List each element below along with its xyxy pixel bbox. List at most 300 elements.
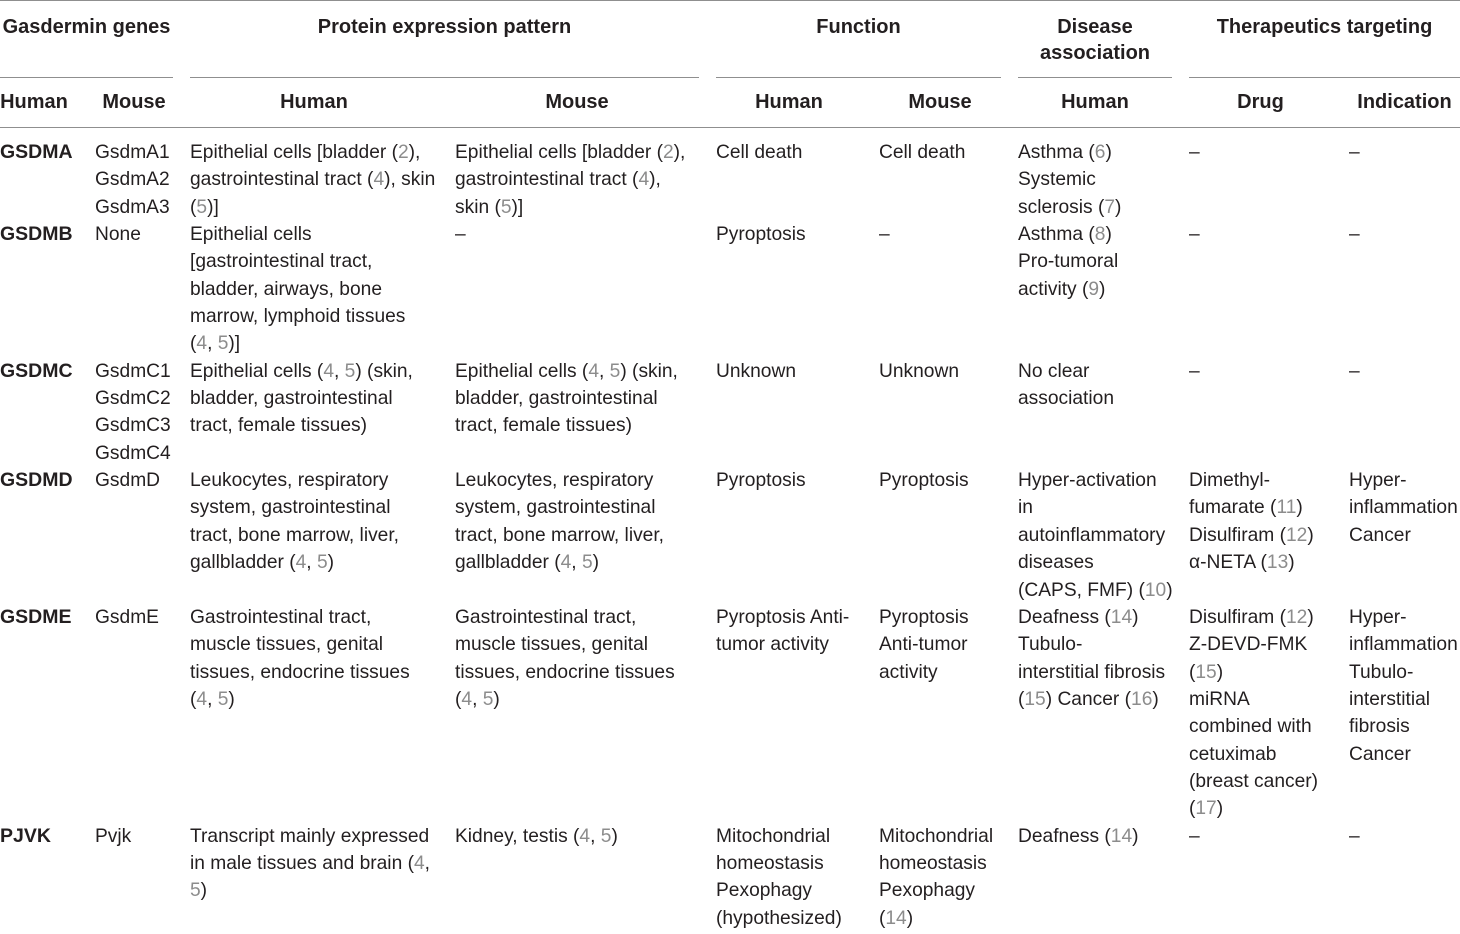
cell-text: fumarate ( [1189,497,1277,519]
cell-text: , [598,360,610,382]
cell-text: , [207,333,218,355]
cell-line [190,276,438,303]
reference-link[interactable]: 5 [344,360,356,382]
reference-link[interactable]: 9 [1088,278,1100,300]
cell-disease-human [1018,467,1189,604]
cell-function-human [716,358,879,467]
cell-text: system, gastrointestinal [190,497,391,519]
cell-line [1018,549,1172,576]
cell-line [1189,358,1332,385]
cell-text: ) [327,552,335,574]
cell-text: ) [1216,661,1224,683]
cell-protein-human [190,221,455,358]
group-header-row [0,0,1460,78]
cell-text: PJVK [0,824,51,847]
cell-text: Cancer [1349,524,1411,546]
cell-text: in male tissues and brain ( [190,852,414,874]
reference-link[interactable]: 16 [1131,688,1153,710]
reference-link[interactable]: 6 [1094,142,1106,163]
cell-line [1349,686,1460,713]
cell-text: Pyroptosis [716,470,806,492]
cell-line [1189,221,1332,248]
reference-link[interactable]: 10 [1144,579,1167,601]
reference-link[interactable]: 4 [588,360,599,382]
reference-link[interactable]: 7 [1104,196,1116,218]
cell-line [95,440,173,467]
reference-link[interactable]: 15 [1195,661,1217,683]
cell-text: ( [1189,661,1196,683]
reference-link[interactable]: 4 [638,169,650,191]
cell-line [1018,577,1172,604]
cell-disease-human [1018,221,1189,358]
cell-text: tissues, endocrine tissues [455,661,675,683]
cell-indication [1349,358,1460,467]
cell-line [1018,522,1172,549]
cell-line [1189,467,1332,494]
cell-line [190,686,438,713]
reference-link[interactable]: 14 [885,907,907,929]
cell-line [1349,631,1460,658]
reference-link[interactable]: 2 [397,142,409,163]
cell-text: Asthma ( [1018,224,1095,246]
reference-link[interactable]: 14 [1110,606,1133,628]
reference-link[interactable]: 4 [196,688,208,710]
cell-text: Gastrointestinal tract, [190,606,372,628]
cell-line [1349,659,1460,686]
cell-text: tumor activity [716,634,830,656]
cell-disease-human [1018,604,1189,823]
sub-header-function-mouse: Mouse [908,91,972,113]
cell-text: ), skin [384,169,436,191]
cell-line [455,194,699,221]
cell-text: GSDMB [0,223,73,246]
group-header-function: Function [716,1,1001,78]
cell-line [0,139,78,166]
reference-link[interactable]: 13 [1266,552,1289,574]
cell-text: Epithelial cells [bladder ( [190,142,398,163]
cell-text: Asthma ( [1018,142,1095,163]
cell-protein-human [190,823,455,932]
cell-text: Tubulo- [1349,661,1414,683]
cell-line [455,358,699,385]
cell-text: , [571,552,582,574]
reference-link[interactable]: 4 [295,552,307,574]
cell-line [190,358,438,385]
sub-header-gene-mouse: Mouse [102,91,166,113]
cell-line [0,467,78,494]
cell-line [879,877,1001,904]
cell-line [190,494,438,521]
cell-gene-human [0,823,95,932]
cell-text: Tubulo- [1018,634,1083,656]
cell-text: GsdmC4 [95,442,171,464]
cell-text: diseases [1018,552,1094,574]
cell-drug [1189,604,1349,823]
cell-text: [gastrointestinal tract, [190,251,373,273]
cell-text: Transcript mainly expressed [190,825,430,847]
cell-text: gallbladder ( [455,552,561,574]
cell-text: Cell death [716,142,803,163]
table-row [0,139,1460,221]
cell-text: – [455,224,466,246]
reference-link[interactable]: 2 [662,142,674,163]
cell-text: (hypothesized) [716,907,842,929]
cell-text: , [590,825,601,847]
cell-line [190,385,438,412]
reference-link[interactable]: 4 [373,169,385,191]
cell-text: inflammation [1349,497,1458,519]
cell-line [455,522,699,549]
cell-text: homeostasis [716,852,824,874]
cell-text: ) [1105,224,1112,246]
cell-text: ) [1132,825,1139,847]
cell-line [95,385,173,412]
reference-link[interactable]: 5 [482,688,494,710]
cell-text: ) [1105,142,1112,163]
cell-line [455,604,699,631]
cell-text: , [207,688,218,710]
sub-header-disease-human: Human [1061,91,1129,113]
cell-text: – [1349,224,1360,246]
cell-text: None [95,224,141,246]
cell-function-mouse [879,221,1018,358]
cell-line [716,850,862,877]
cell-line [0,604,78,631]
cell-text: ) [493,688,500,710]
cell-text: activity ( [1018,278,1089,300]
cell-line [455,385,699,412]
cell-text: cetuximab [1189,743,1277,765]
cell-text: GsdmD [95,470,161,492]
cell-line [1349,522,1460,549]
cell-function-human [716,604,879,823]
cell-protein-mouse [455,604,716,823]
cell-drug [1189,139,1349,221]
cell-text: GsdmA2 [95,169,170,191]
reference-link[interactable]: 8 [1094,224,1106,246]
table-row [0,604,1460,823]
cell-text: autoinflammatory [1018,524,1166,546]
cell-text: tract, bone marrow, liver, [455,524,665,546]
cell-line [455,139,699,166]
cell-line [1349,494,1460,521]
cell-line [95,467,173,494]
sub-header-protein-mouse: Mouse [545,91,609,113]
cell-text: GSDMC [0,359,73,382]
cell-line [455,659,699,686]
cell-text: activity [879,661,938,683]
cell-text: bladder, gastrointestinal [190,388,393,410]
table-row [0,823,1460,932]
cell-text: GSDMD [0,469,73,492]
cell-text: Epithelial cells ( [455,360,589,382]
cell-line [0,221,78,248]
reference-link[interactable]: 5 [500,196,512,218]
reference-link[interactable]: 12 [1286,606,1308,628]
cell-line [879,850,1001,877]
cell-line [1189,522,1332,549]
cell-line [0,823,78,850]
cell-text: gallbladder ( [190,552,296,574]
cell-text: Disulfiram ( [1189,606,1287,628]
sub-header-protein-human: Human [280,91,348,113]
cell-line [1189,823,1332,850]
reference-link[interactable]: 4 [461,688,473,710]
cell-line [1018,166,1172,193]
reference-link[interactable]: 5 [190,880,201,902]
reference-link[interactable]: 15 [1024,688,1046,710]
cell-text: Hyper- [1349,606,1407,628]
cell-line [1349,358,1460,385]
cell-text: skin ( [455,196,501,218]
reference-link[interactable]: 11 [1276,497,1297,519]
cell-text: , [333,360,345,382]
cell-text: tract, female tissues) [455,415,633,437]
cell-text: tract, bone marrow, liver, [190,524,400,546]
cell-line [455,166,699,193]
cell-text: muscle tissues, genital [190,634,384,656]
cell-text: ), [408,142,421,163]
reference-link[interactable]: 5 [196,196,208,218]
cell-text: tract, female tissues) [190,415,368,437]
cell-text: – [1189,825,1200,847]
cell-text: Pyroptosis Anti- [716,606,850,628]
cell-indication [1349,604,1460,823]
cell-line [1189,139,1332,166]
cell-line [879,659,1001,686]
cell-text: ) [1099,278,1106,300]
cell-line [455,412,699,439]
cell-disease-human [1018,358,1189,467]
cell-text: Pexophagy [716,880,813,902]
cell-function-human [716,467,879,604]
cell-text: bladder, airways, bone [190,278,382,300]
cell-text: Z-DEVD-FMK [1189,634,1308,656]
cell-text: No clear [1018,360,1090,382]
cell-text: (breast cancer) [1189,770,1319,792]
cell-line [95,221,173,248]
cell-line [95,604,173,631]
cell-text: tissues, endocrine tissues [190,661,410,683]
cell-text: Deafness ( [1018,825,1111,847]
cell-text: Systemic [1018,169,1096,191]
cell-line [190,522,438,549]
cell-line [190,139,438,166]
reference-link[interactable]: 5 [581,552,593,574]
reference-link[interactable]: 4 [579,825,591,847]
cell-text: system, gastrointestinal [455,497,656,519]
cell-drug [1189,467,1349,604]
reference-link[interactable]: 5 [600,825,612,847]
cell-text: Mitochondrial [879,825,994,847]
cell-protein-human [190,604,455,823]
cell-protein-human [190,467,455,604]
cell-text: Dimethyl- [1189,470,1271,492]
cell-line [1189,549,1332,576]
cell-line [1189,659,1332,686]
cell-line [190,549,438,576]
cell-text: Cell death [879,142,966,163]
cell-line [1018,686,1172,713]
cell-line [716,467,862,494]
cell-text: sclerosis ( [1018,196,1105,218]
reference-link[interactable]: 5 [217,333,229,355]
cell-line [1018,221,1172,248]
cell-text: – [879,224,890,246]
cell-line [95,139,173,166]
sub-header-drug: Drug [1237,91,1284,113]
cell-drug [1189,823,1349,932]
cell-protein-mouse [455,221,716,358]
cell-line [1189,741,1332,768]
reference-link[interactable]: 17 [1195,798,1217,820]
reference-link[interactable]: 5 [217,688,229,710]
sub-header-function-human: Human [755,91,823,113]
cell-text: association [1018,388,1114,410]
cell-line [716,631,862,658]
cell-text: fibrosis [1349,716,1410,738]
cell-gene-mouse [95,604,190,823]
cell-gene-human [0,604,95,823]
cell-line [1189,604,1332,631]
cell-text: Unknown [879,360,959,382]
cell-text: – [1349,360,1360,382]
cell-gene-mouse [95,139,190,221]
group-header-therapeutics: Therapeutics targeting [1189,1,1460,78]
cell-text: ) [1166,579,1173,601]
cell-text: – [1189,360,1200,382]
cell-line [1018,139,1172,166]
cell-text: ( [1189,798,1196,820]
cell-indication [1349,823,1460,932]
cell-text: Pyroptosis [716,224,806,246]
cell-text: ) [200,880,208,902]
cell-text: ) [1216,798,1224,820]
cell-protein-mouse [455,467,716,604]
cell-line [879,631,1001,658]
cell-text: ) [1296,497,1303,519]
cell-text: Pyroptosis [879,606,969,628]
reference-link[interactable]: 4 [323,360,334,382]
cell-text: Epithelial cells ( [190,360,324,382]
cell-line [190,823,438,850]
cell-text: )] [511,196,524,218]
sub-header-row [0,78,1460,128]
group-header-disease-association: Disease association [1018,1,1172,78]
group-header-gasdermin-genes: Gasdermin genes [0,1,173,78]
cell-text: )] [207,196,219,218]
cell-line [1189,494,1332,521]
reference-link[interactable]: 4 [560,552,572,574]
cell-line [1018,248,1172,275]
cell-text: Disulfiram ( [1189,524,1287,546]
cell-line [1018,385,1172,412]
cell-line [1018,631,1172,658]
cell-text: Deafness ( [1018,606,1111,628]
reference-link[interactable]: 4 [413,852,425,874]
cell-protein-human [190,358,455,467]
cell-line [716,877,862,904]
reference-link[interactable]: 5 [316,552,328,574]
cell-text: ( [879,907,886,929]
cell-drug [1189,358,1349,467]
cell-line [190,221,438,248]
cell-line [455,467,699,494]
cell-function-mouse [879,358,1018,467]
cell-text: gastrointestinal tract ( [190,169,374,191]
cell-line [95,823,173,850]
cell-text: ) (skin, [355,360,413,382]
cell-line [190,194,438,221]
cell-text: – [1189,224,1200,246]
cell-text: , [306,552,317,574]
cell-text: ), [649,169,661,191]
cell-line [190,166,438,193]
cell-function-human [716,221,879,358]
cell-protein-mouse [455,358,716,467]
cell-indication [1349,139,1460,221]
cell-text: ( [1018,688,1025,710]
cell-gene-mouse [95,467,190,604]
cell-text: ), [673,142,686,163]
cell-line [1349,604,1460,631]
cell-gene-mouse [95,358,190,467]
cell-function-mouse [879,139,1018,221]
cell-line [1349,713,1460,740]
cell-line [190,467,438,494]
cell-line [190,330,438,357]
reference-link[interactable]: 14 [1110,825,1133,847]
cell-text: ) (skin, [620,360,678,382]
cell-text: Anti-tumor [879,634,968,656]
sub-header-indication: Indication [1357,91,1452,113]
cell-line [95,166,173,193]
cell-line [879,221,1001,248]
cell-text: ) [1288,552,1295,574]
cell-line [879,139,1001,166]
cell-text: inflammation [1349,634,1458,656]
cell-line [1189,795,1332,822]
reference-link[interactable]: 5 [609,360,621,382]
cell-text: GsdmC1 [95,360,171,382]
cell-text: ) [1132,606,1139,628]
cell-text: GSDME [0,605,72,628]
cell-line [190,659,438,686]
cell-line [1189,686,1332,713]
cell-text: ) [1307,524,1314,546]
cell-text: GsdmA3 [95,196,170,218]
cell-line [879,358,1001,385]
cell-text: Cancer [1349,743,1411,765]
cell-line [1018,494,1172,521]
cell-line [190,877,438,904]
cell-indication [1349,221,1460,358]
cell-text: (CAPS, FMF) ( [1018,579,1145,601]
cell-text: ) [228,688,235,710]
reference-link[interactable]: 4 [196,333,208,355]
cell-text: ( [190,196,197,218]
cell-gene-mouse [95,823,190,932]
table-row [0,221,1460,358]
reference-link[interactable]: 12 [1286,524,1308,546]
cell-line [1018,358,1172,385]
cell-line [1349,741,1460,768]
cell-line [1189,713,1332,740]
cell-text: , [424,852,430,874]
table-body [0,139,1460,932]
cell-text: Epithelial cells [bladder ( [455,142,663,163]
cell-text: ) [592,552,600,574]
